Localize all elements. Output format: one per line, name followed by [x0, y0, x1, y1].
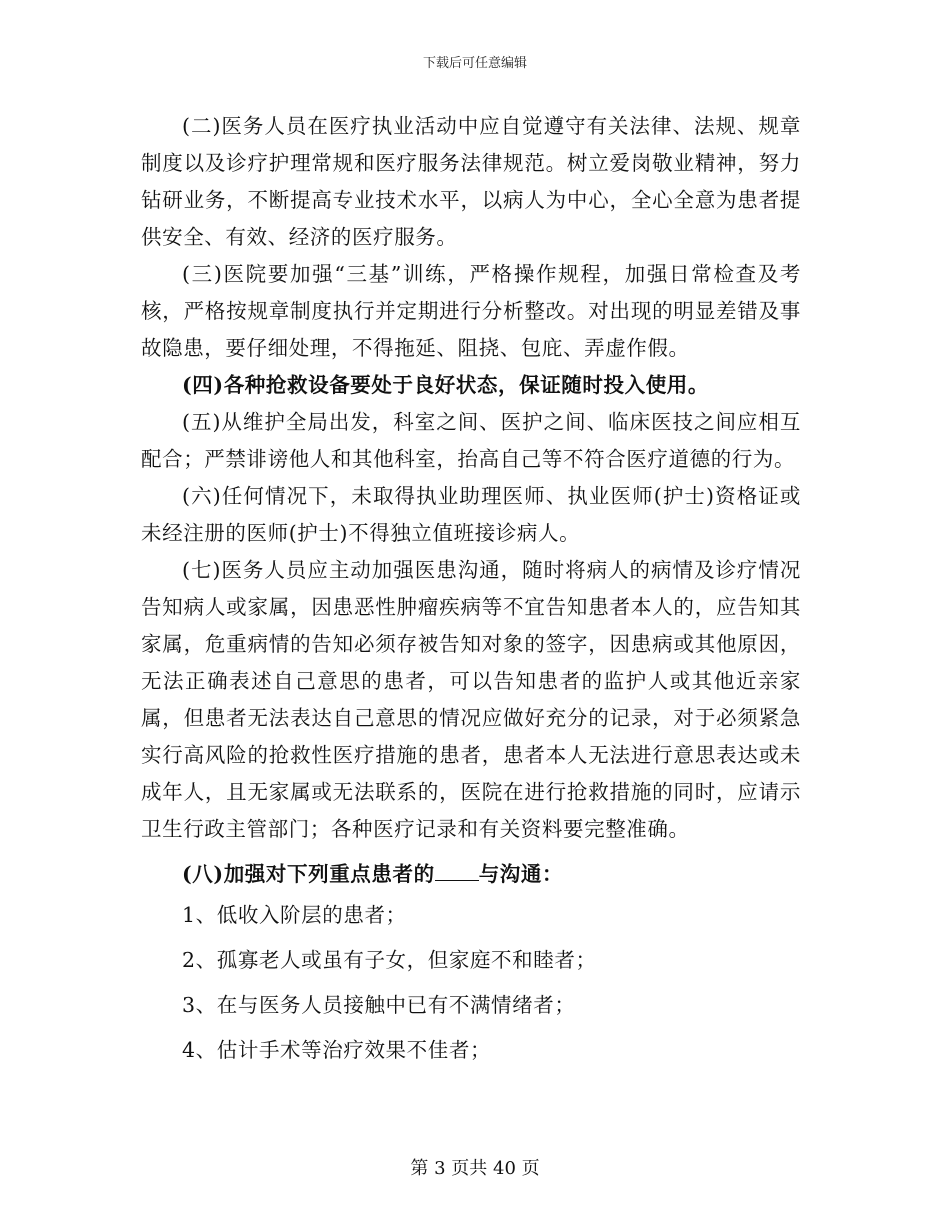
heading-8-suffix: 与沟通： [478, 862, 564, 886]
heading-8-prefix: (八)加强对下列重点患者的 [182, 862, 435, 886]
list-item-2: 2、孤寡老人或虽有子女，但家庭不和睦者； [182, 948, 597, 972]
paragraph-7: (七)医务人员应主动加强医患沟通，随时将病人的病情及诊疗情况告知病人或家属，因患恶性肿瘤疾病等不宜告知患者本人的，应告知其家属，危重病情的告知必须存被告知对象的签字，因患病或其他原因，无法正确表述自己意思的患者，可以告知患者的监护人或其他近亲家属，但患者无法表达自己意思的情况应做好充分的记录，对于必须紧急实行高风险的抢救性医疗措施的患者，患者本人无法进行意思表达或未成年人，且无家属或无法联系的，医院在进行抢救措施的同时，应请示卫生行政主管部门；各种医疗记录和有关资料要完整准确。 [141, 558, 801, 841]
document-body [141, 108, 801, 1073]
paragraph-8-heading [141, 856, 801, 893]
paragraph-4: (四)各种抢救设备要处于良好状态，保证随时投入使用。 [182, 373, 709, 397]
paragraph-5: (五)从维护全局出发，科室之间、医护之间、临床医技之间应相互配合；严禁诽谤他人和其他科室，抬高自己等不符合医疗道德的行为。 [141, 410, 801, 471]
list-item-1: 1、低收入阶层的患者； [182, 903, 407, 927]
list-item-4: 4、估计手术等治疗效果不佳者； [182, 1038, 492, 1062]
page-footer: 第 3 页共 40 页 [410, 1158, 540, 1179]
paragraph-6: (六)任何情况下，未取得执业助理医师、执业医师(护士)资格证或未经注册的医师(护士)不得独立值班接诊病人。 [141, 484, 801, 545]
list-item-3: 3、在与医务人员接触中已有不满情绪者； [182, 993, 576, 1017]
page-header: 下载后可任意编辑 [422, 56, 527, 71]
paragraph-3: (三)医院要加强“三基”训练，严格操作规程，加强日常检查及考核，严格按规章制度执行并定期进行分析整改。对出现的明显差错及事故隐患，要仔细处理，不得拖延、阻挠、包庇、弄虚作假。 [141, 262, 801, 360]
paragraph-2: (二)医务人员在医疗执业活动中应自觉遵守有关法律、法规、规章制度以及诊疗护理常规和医疗服务法律规范。树立爱岗敬业精神，努力钻研业务，不断提高专业技术水平，以病人为中心，全心全意为患者提供安全、有效、经济的医疗服务。 [141, 114, 801, 249]
fill-in-blank [435, 862, 479, 881]
